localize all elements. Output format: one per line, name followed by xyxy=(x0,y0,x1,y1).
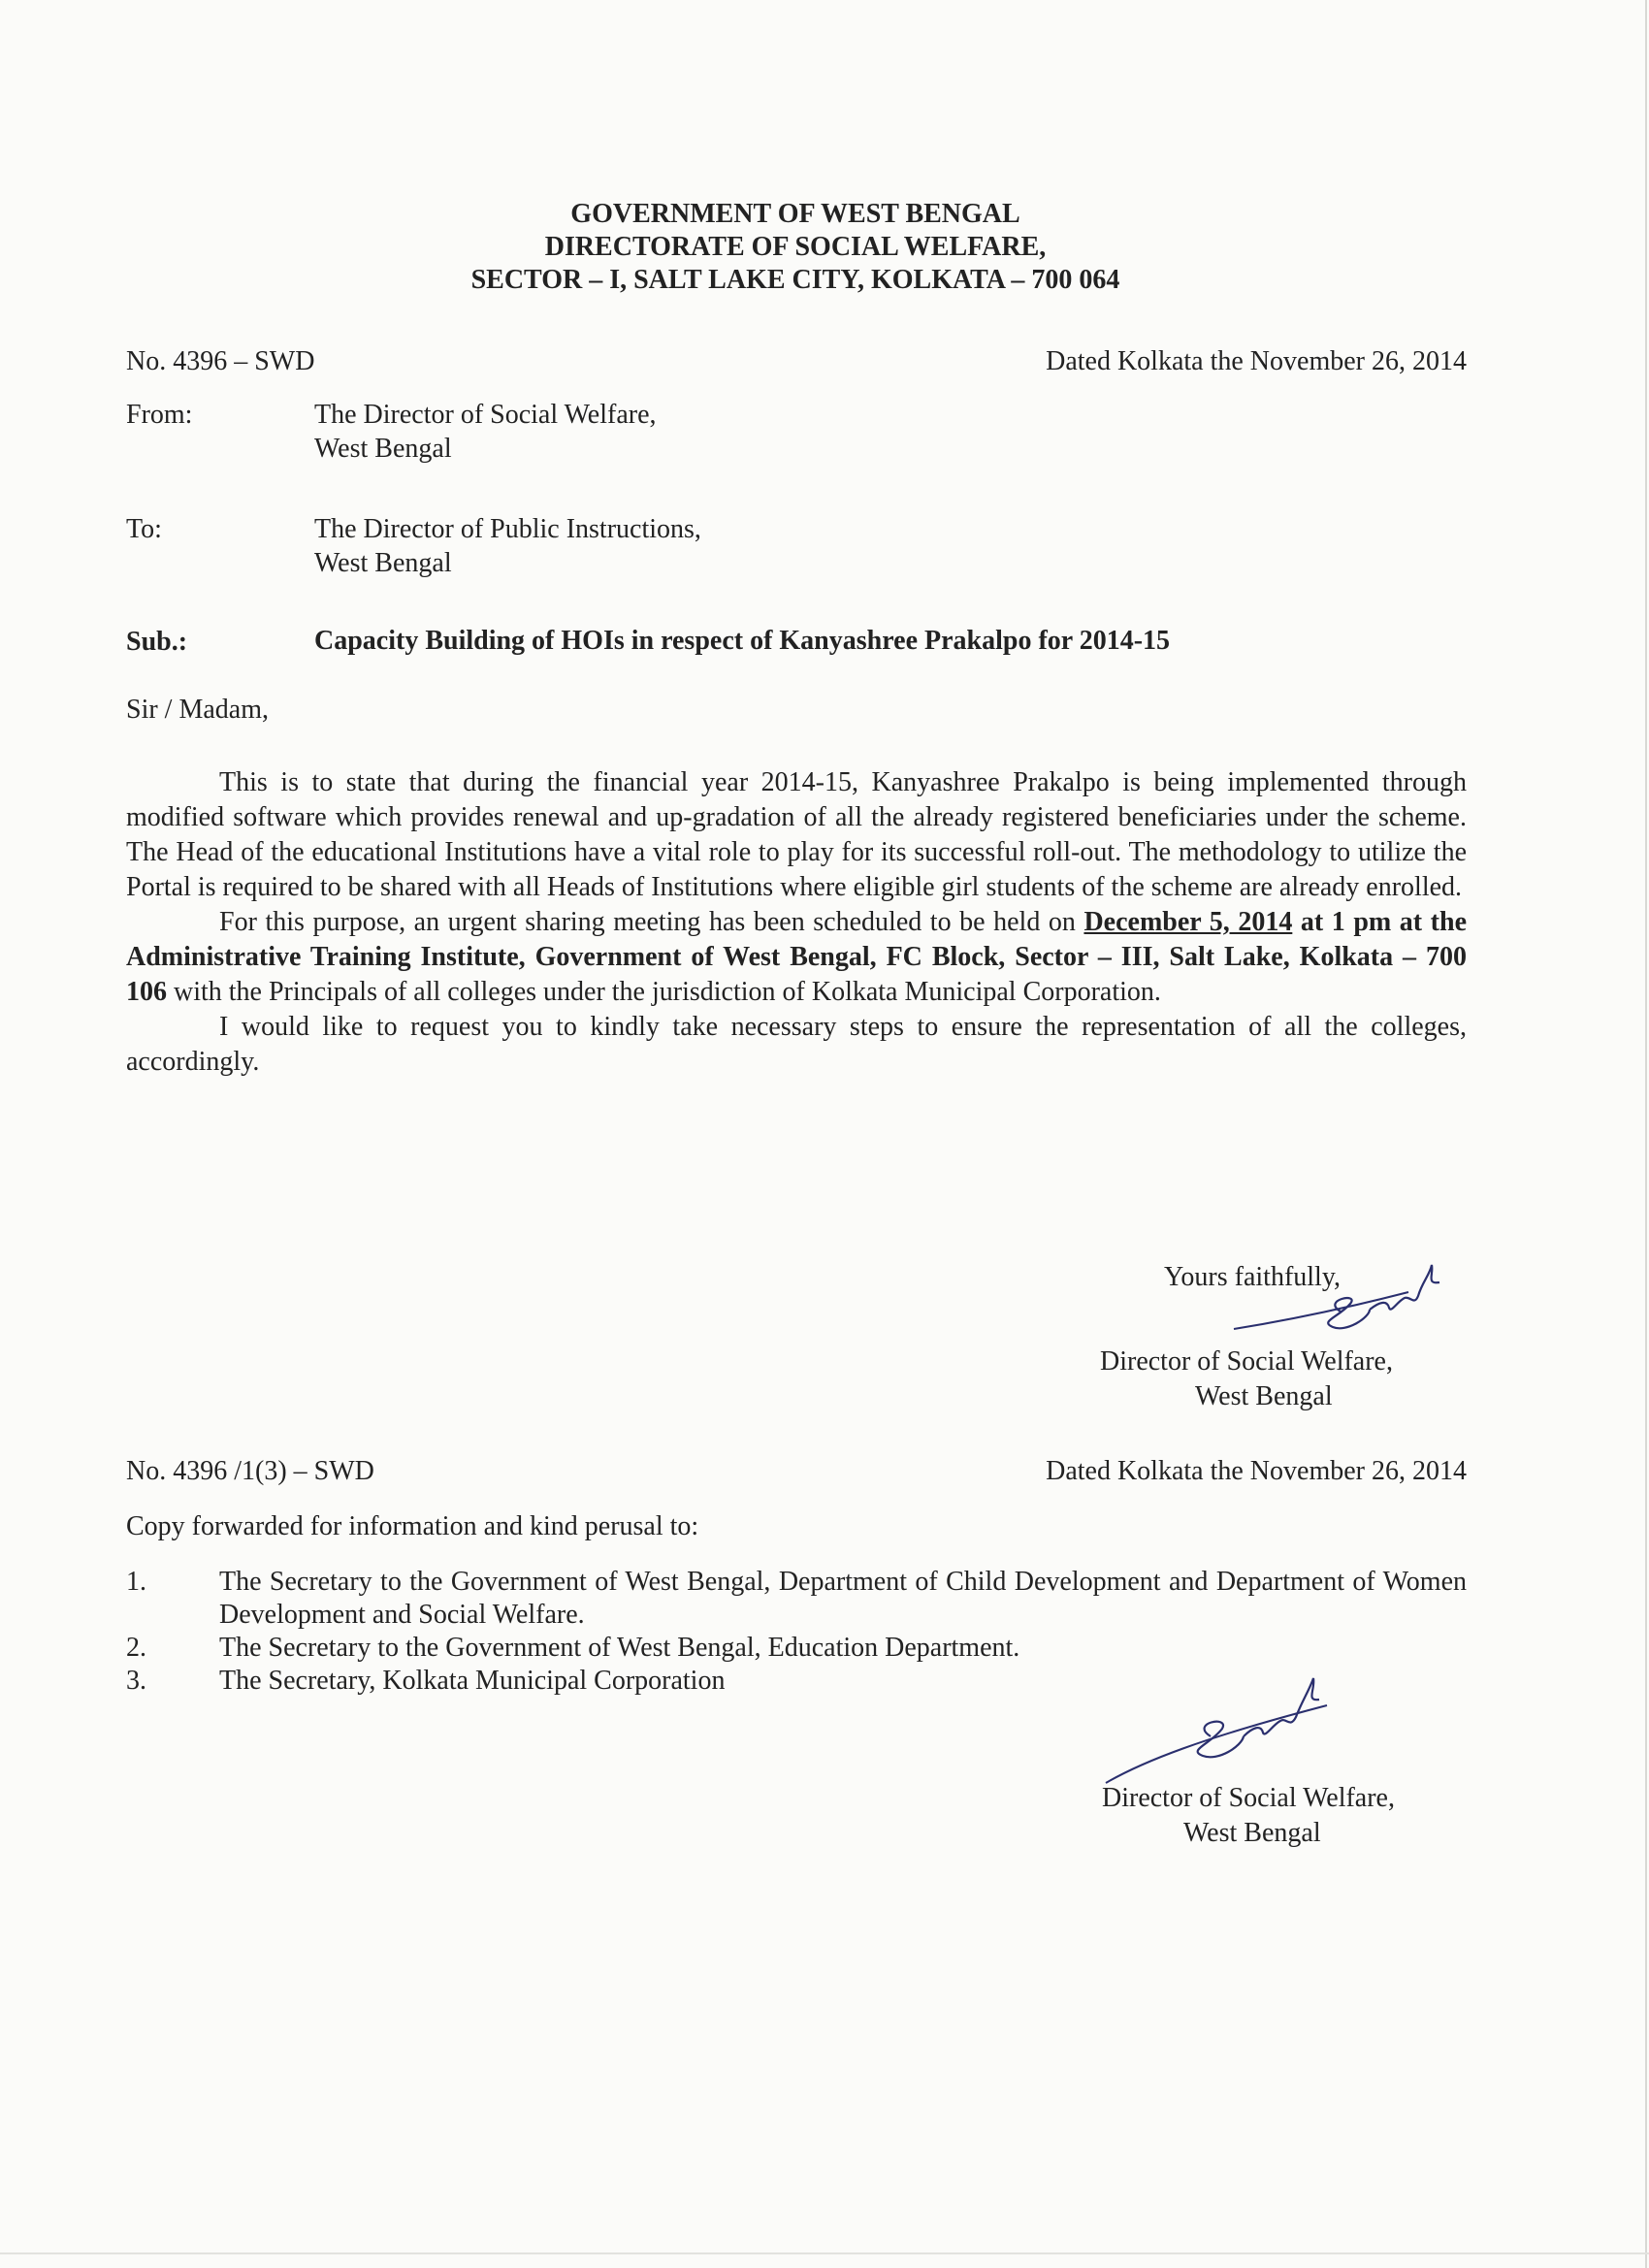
subject-text: Capacity Building of HOIs in respect of Kanyashree Prakalpo for 2014-15 xyxy=(314,626,1171,656)
page-edge-right xyxy=(1645,0,1647,2268)
yours-faithfully: Yours faithfully, xyxy=(1164,1262,1342,1292)
closing-title: Director of Social Welfare, xyxy=(1100,1346,1393,1377)
list-item-text: The Secretary to the Government of West Bengal, Department of Child Development and Department of Women Development and Social Welfare. xyxy=(219,1567,1467,1630)
to-label: To: xyxy=(126,514,162,544)
signature-2 xyxy=(1094,1669,1346,1795)
from-line-2: West Bengal xyxy=(314,434,452,464)
list-item-number: 3. xyxy=(126,1666,146,1696)
signature-1 xyxy=(1224,1253,1457,1350)
body-paragraph-2 xyxy=(126,905,1467,1010)
body-paragraph-1: This is to state that during the financial year 2014-15, Kanyashree Prakalpo is being implemented through modified software which provides renewal and up-gradation of all the already registered beneficiaries under the scheme. The Head of the educational Institutions have a vital role to play for its successful roll-out. The methodology to utilize the Portal is required to be shared with all Heads of Institutions where eligible girl students of the scheme are already enrolled. xyxy=(126,767,1467,902)
list-item-text: The Secretary to the Government of West Bengal, Education Department. xyxy=(219,1633,1020,1663)
body-paragraph-3: I would like to request you to kindly take necessary steps to ensure the representation of all the colleges, accordingly. xyxy=(126,1012,1467,1077)
meeting-date: December 5, 2014 xyxy=(1083,907,1293,937)
para2-outro: with the Principals of all colleges under the jurisdiction of Kolkata Municipal Corporation. xyxy=(167,977,1161,1007)
letterhead-line-2: DIRECTORATE OF SOCIAL WELFARE, xyxy=(544,232,1047,262)
memo-number: No. 4396 – SWD xyxy=(126,346,315,376)
letterhead xyxy=(0,198,1591,297)
to-address xyxy=(314,512,701,580)
subject-label: Sub.: xyxy=(126,627,188,657)
from-address xyxy=(314,398,657,466)
copy-memo-date: Dated Kolkata the November 26, 2014 xyxy=(1046,1456,1467,1486)
list-item xyxy=(126,1632,1467,1665)
copy-closing-place: West Bengal xyxy=(1183,1818,1321,1848)
copy-memo-number: No. 4396 /1(3) – SWD xyxy=(126,1456,374,1486)
from-line-1: The Director of Social Welfare, xyxy=(314,400,657,430)
to-line-1: The Director of Public Instructions, xyxy=(314,514,701,544)
copy-memo-row xyxy=(126,1455,1467,1488)
list-item-text: The Secretary, Kolkata Municipal Corporation xyxy=(219,1666,726,1696)
list-item-number: 1. xyxy=(126,1567,146,1597)
letter-body xyxy=(126,765,1467,1080)
memo-date: Dated Kolkata the November 26, 2014 xyxy=(1046,346,1467,376)
letterhead-line-1: GOVERNMENT OF WEST BENGAL xyxy=(570,199,1020,229)
para2-intro: For this purpose, an urgent sharing meeting has been scheduled to be held on xyxy=(219,907,1084,937)
page-edge-bottom xyxy=(0,2252,1649,2254)
meeting-venue: at 1 pm at the Administrative Training Institute, Government of West Bengal, FC Block, Sector – III, Salt Lake, Kolkata – 700 106 xyxy=(126,907,1467,1007)
list-item xyxy=(126,1566,1467,1632)
letterhead-line-3: SECTOR – I, SALT LAKE CITY, KOLKATA – 700 064 xyxy=(470,265,1120,295)
closing-place: West Bengal xyxy=(1195,1381,1333,1411)
copy-closing-title: Director of Social Welfare, xyxy=(1102,1783,1395,1813)
list-item-number: 2. xyxy=(126,1633,146,1663)
to-line-2: West Bengal xyxy=(314,548,452,578)
from-label: From: xyxy=(126,400,193,430)
copy-intro: Copy forwarded for information and kind perusal to: xyxy=(126,1511,699,1541)
memo-row xyxy=(126,345,1467,378)
salutation: Sir / Madam, xyxy=(126,695,269,725)
